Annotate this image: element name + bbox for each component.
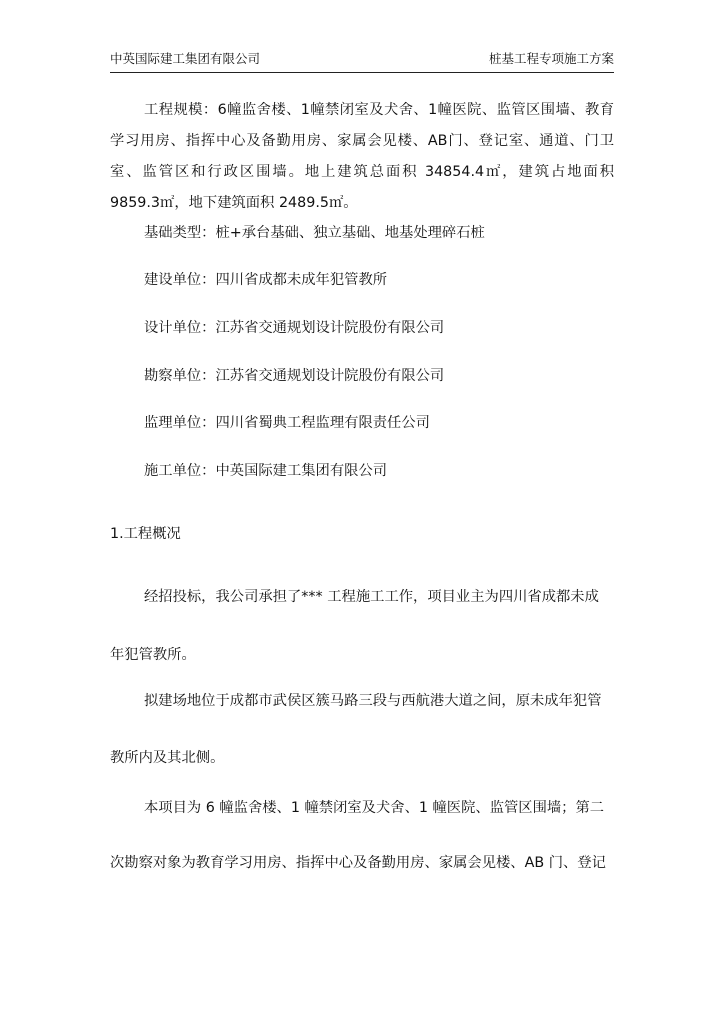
info-supervision-unit: 监理单位：四川省蜀典工程监理有限责任公司: [144, 415, 430, 431]
paragraph-line: 拟建场地位于成都市武侯区簇马路三段与西航港大道之间，原未成年犯管: [144, 693, 602, 709]
info-construction-unit: 建设单位：四川省成都未成年犯管教所: [144, 272, 388, 288]
section-heading: 1.工程概况: [110, 526, 181, 542]
paragraph-line: 次勘察对象为教育学习用房、指挥中心及备勤用房、家属会见楼、AB 门、登记: [110, 855, 606, 871]
page-header: [110, 51, 614, 67]
info-contractor-unit: 施工单位：中英国际建工集团有限公司: [144, 463, 388, 479]
header-doc-title: 桩基工程专项施工方案: [488, 51, 614, 66]
paragraph-line: 本项目为 6 幢监舍楼、1 幢禁闭室及犬舍、1 幢医院、监管区围墙；第二: [144, 800, 605, 816]
info-survey-unit: 勘察单位：江苏省交通规划设计院股份有限公司: [144, 368, 445, 384]
project-scale-paragraph: 工程规模：6幢监舍楼、1幢禁闭室及犬舍、1幢医院、监管区围墙、教育学习用房、指挥中心及备勤用房、家属会见楼、AB门、登记室、通道、门卫室、监管区和行政区围墙。地上建筑总面积 34854.4㎡，建筑占地面积 9859.3㎡，地下建筑面积 2489.5㎡。: [110, 102, 614, 211]
paragraph-line: 经招投标，我公司承担了*** 工程施工工作，项目业主为四川省成都未成: [144, 589, 599, 605]
header-rule: [110, 72, 614, 73]
paragraph-line: 教所内及其北侧。: [110, 750, 225, 766]
header-company: 中英国际建工集团有限公司: [110, 51, 261, 66]
info-design-unit: 设计单位：江苏省交通规划设计院股份有限公司: [144, 320, 445, 336]
paragraph-line: 年犯管教所。: [110, 647, 196, 663]
info-foundation-type: 基础类型：桩+承台基础、独立基础、地基处理碎石桩: [144, 225, 485, 241]
